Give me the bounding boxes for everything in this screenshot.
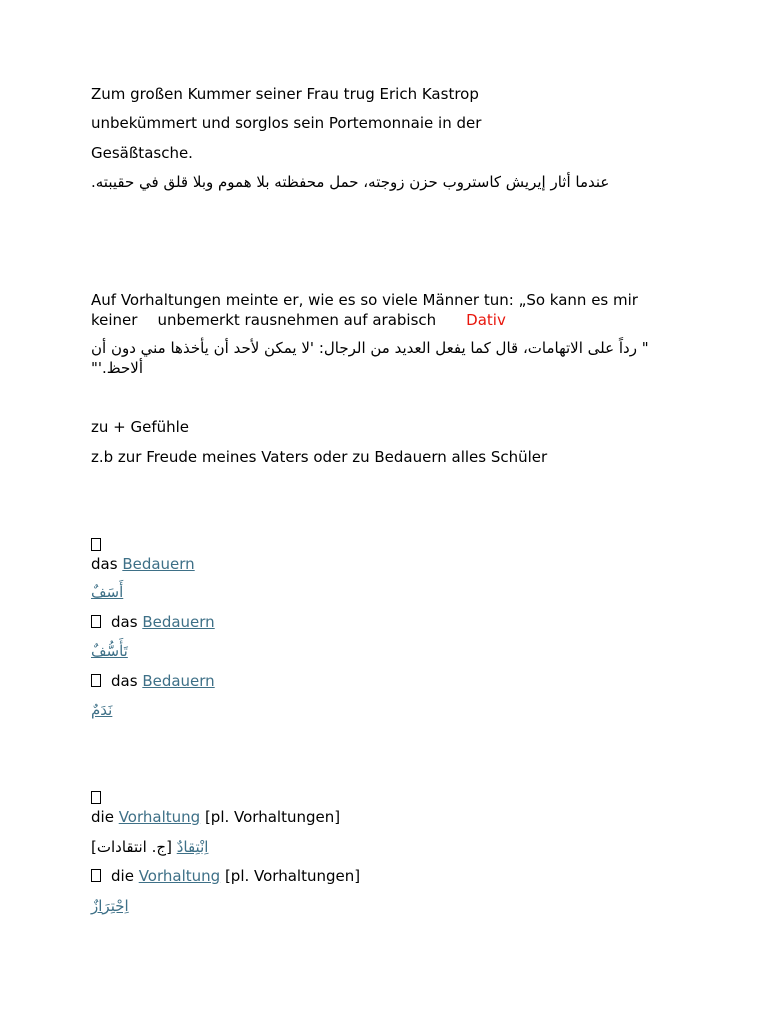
para1-line2: unbekümmert und sorglos sein Portemonnaie in der [91, 114, 482, 132]
missing-glyph-icon [91, 674, 101, 687]
dict-link-bedauern[interactable]: Bedauern [122, 555, 195, 573]
dict1-translation3 [91, 700, 112, 720]
para1-arabic: عندما أثار إيريش كاستروب حزن زوجته، حمل محفظته بلا هموم وبلا قلق في حقيبته. [91, 173, 610, 191]
article: das [111, 672, 138, 690]
article: das [111, 613, 138, 631]
dict1-entry3 [91, 671, 215, 691]
para3-line1: zu + Gefühle [91, 418, 190, 436]
translation-link[interactable]: تَأَسُّفٌ [91, 642, 128, 660]
dict2-entry2 [91, 866, 360, 886]
dict1-translation2 [91, 641, 128, 661]
dict1-entry1 [91, 554, 195, 574]
dict1-entry2 [91, 612, 215, 632]
dict2-translation1 [91, 837, 208, 857]
para3-line2: z.b zur Freude meines Vaters oder zu Bedauern alles Schüler [91, 448, 548, 466]
translation-plural: [ج. انتقادات] [91, 838, 172, 856]
translation-link[interactable]: نَدَمٌ [91, 701, 113, 719]
translation-link[interactable]: أَسَفٌ [91, 583, 124, 601]
dict-link-bedauern[interactable]: Bedauern [142, 672, 215, 690]
dict-link-vorhaltung[interactable]: Vorhaltung [118, 808, 201, 826]
dict2-translation2 [91, 896, 129, 916]
para2-line2-part2: unbemerkt rausnehmen auf arabisch [157, 311, 437, 329]
plural: [pl. Vorhaltungen] [224, 867, 361, 885]
dict-link-vorhaltung[interactable]: Vorhaltung [138, 867, 221, 885]
dict-link-bedauern[interactable]: Bedauern [142, 613, 215, 631]
plural: [pl. Vorhaltungen] [204, 808, 341, 826]
article: die [91, 808, 114, 826]
para1-line3: Gesäßtasche. [91, 144, 193, 162]
missing-glyph-icon [91, 535, 101, 555]
dict2-entry1 [91, 807, 340, 827]
missing-glyph-icon [91, 615, 101, 628]
para2-arabic-line1: " رداً على الاتهامات، قال كما يفعل العديد من الرجال: 'لا يمكن لأحد أن يأخذها مني دون أن [91, 339, 649, 357]
article: das [91, 555, 118, 573]
para2-line2 [91, 310, 506, 330]
para2-line2-part1: keiner [91, 311, 138, 329]
missing-glyph-icon [91, 788, 101, 808]
dativ-label: Dativ [466, 311, 506, 329]
translation-link[interactable]: اِنْتِقادٌ [176, 838, 209, 856]
article: die [111, 867, 134, 885]
dict1-translation1 [91, 582, 123, 602]
missing-glyph-icon [91, 869, 101, 882]
translation-link[interactable]: اِحْتِرَازٌ [91, 897, 129, 915]
para2-arabic-line2: ألاحظ.'" [91, 359, 144, 377]
para1-line1: Zum großen Kummer seiner Frau trug Erich Kastrop [91, 85, 479, 103]
para2-line1: Auf Vorhaltungen meinte er, wie es so viele Männer tun: „So kann es mir [91, 291, 638, 309]
